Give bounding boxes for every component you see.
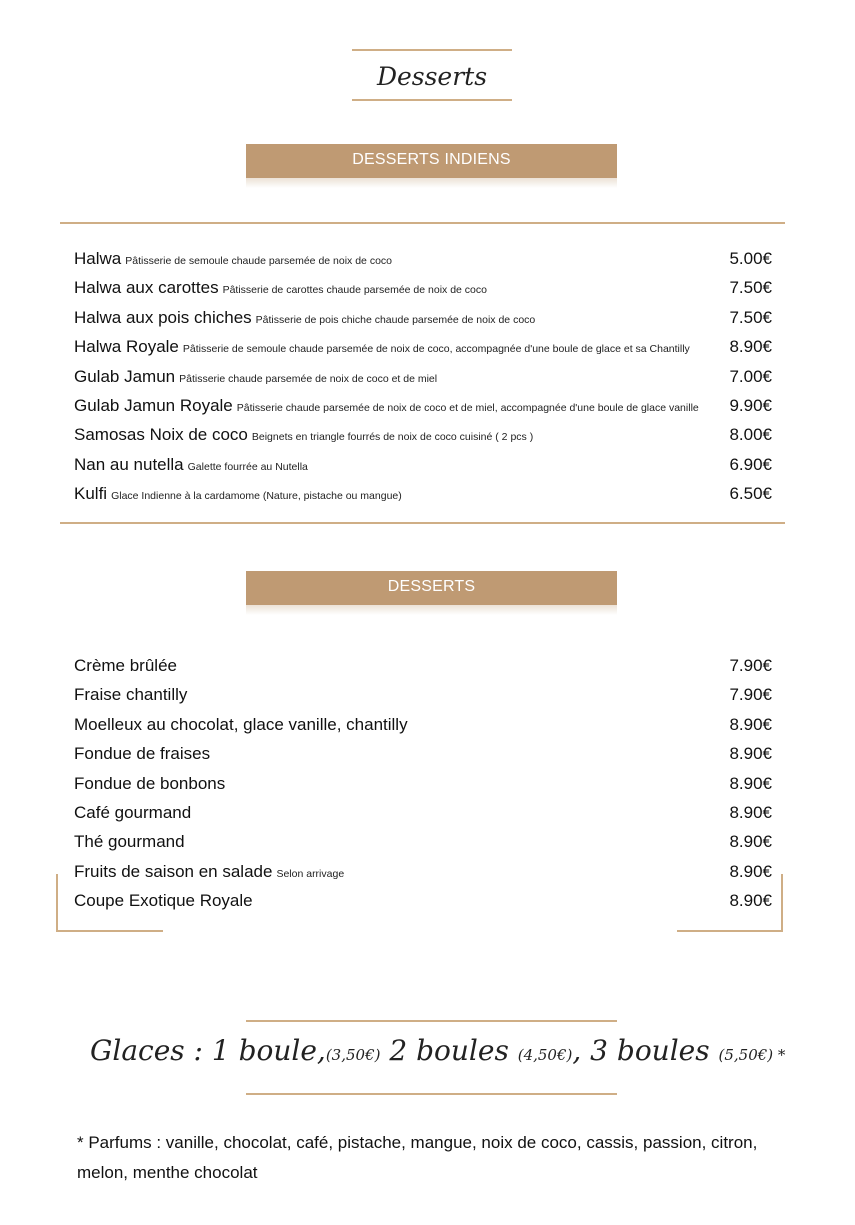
- menu-item-description: Pâtisserie de semoule chaude parsemée de noix de coco: [125, 255, 392, 267]
- menu-item-text: [74, 396, 699, 416]
- menu-item-text: [74, 744, 210, 764]
- menu-item-text: [74, 278, 487, 298]
- menu-item-name: Samosas Noix de coco: [74, 425, 248, 445]
- menu-item-text: [74, 656, 177, 676]
- glaces-price-2: (4,50€): [517, 1046, 573, 1064]
- menu-item: [74, 715, 772, 743]
- menu-item: [74, 484, 772, 512]
- glaces-label: Glaces : 1 boule,: [90, 1034, 326, 1067]
- menu-item-price: 7.50€: [729, 307, 772, 327]
- menu-item-price: 7.90€: [729, 656, 772, 675]
- section-indiens-bottom-rule: [60, 522, 785, 524]
- menu-item-text: [74, 425, 533, 445]
- title-top-rule: [352, 49, 512, 51]
- menu-item-name: Halwa Royale: [74, 337, 179, 357]
- menu-item-description: Glace Indienne à la cardamome (Nature, pistache ou mangue): [111, 490, 402, 503]
- bracket-right-vertical: [781, 874, 783, 932]
- menu-item-text: [74, 832, 185, 852]
- menu-item: [74, 656, 772, 684]
- menu-item-description: Pâtisserie chaude parsemée de noix de coco et de miel: [179, 372, 438, 385]
- menu-item-text: [74, 685, 187, 705]
- menu-item-price: 8.90€: [729, 337, 772, 357]
- menu-item: [74, 367, 772, 395]
- menu-item-description: Beignets en triangle fourrés de noix de coco cuisiné ( 2 pcs ): [251, 431, 534, 444]
- menu-item-name: Halwa aux pois chiches: [74, 307, 252, 327]
- menu-item-description: Pâtisserie chaude parsemée de noix de coco et de miel, accompagnée d'une boule de glace vanille: [236, 402, 699, 414]
- menu-item-text: [74, 308, 535, 328]
- menu-item-name: Crème brûlée: [74, 656, 177, 675]
- menu-item: [74, 744, 772, 772]
- glaces-price-1: (3,50€): [325, 1046, 381, 1064]
- menu-item-text: [74, 891, 253, 911]
- menu-item-name: Halwa: [74, 249, 122, 268]
- menu-item-name: Kulfi: [74, 484, 108, 504]
- menu-item-name: Halwa aux carottes: [74, 278, 219, 298]
- menu-item: [74, 685, 772, 713]
- menu-item-name: Café gourmand: [74, 803, 192, 822]
- menu-item-price: 7.90€: [729, 685, 772, 705]
- menu-item-name: Gulab Jamun: [74, 366, 176, 386]
- title-bottom-rule: [352, 99, 512, 101]
- menu-item-name: Coupe Exotique Royale: [74, 891, 253, 911]
- menu-item: [74, 891, 772, 919]
- menu-item: [74, 308, 772, 336]
- page-title: Desserts: [376, 62, 488, 91]
- menu-item: [74, 774, 772, 802]
- section-indiens-heading: DESSERTS INDIENS: [246, 144, 617, 178]
- menu-item-price: 8.90€: [729, 891, 772, 911]
- glaces-star: *: [773, 1046, 786, 1064]
- menu-item-text: [74, 803, 191, 823]
- menu-item-text: [74, 484, 402, 504]
- menu-item-name: Fruits de saison en salade: [74, 861, 273, 881]
- menu-item: [74, 337, 772, 365]
- menu-item-price: 6.50€: [729, 484, 772, 504]
- bracket-left-vertical: [56, 874, 58, 932]
- menu-item-name: Gulab Jamun Royale: [74, 396, 233, 415]
- parfums-note: * Parfums : vanille, chocolat, café, pistache, mangue, noix de coco, cassis, passion, citron, melon, menthe chocolat: [77, 1133, 758, 1182]
- menu-item-description: Selon arrivage: [276, 867, 345, 880]
- menu-item-name: Thé gourmand: [74, 832, 185, 852]
- glaces-price-3: (5,50€): [718, 1046, 774, 1064]
- banner-fade: [246, 178, 617, 188]
- section-indiens-top-rule: [60, 222, 785, 224]
- menu-item-name: Moelleux au chocolat, glace vanille, chantilly: [74, 714, 408, 734]
- menu-item: [74, 455, 772, 483]
- glaces-top-rule: [246, 1020, 617, 1022]
- bracket-right-horizontal: [677, 930, 783, 932]
- menu-item-price: 8.90€: [729, 803, 772, 822]
- menu-item-name: Nan au nutella: [74, 454, 184, 474]
- menu-item-name: Fraise chantilly: [74, 685, 188, 705]
- menu-item-price: 8.90€: [729, 773, 772, 793]
- menu-item-description: Pâtisserie de carottes chaude parsemée de noix de coco: [222, 284, 487, 297]
- menu-item-text: [74, 337, 690, 357]
- menu-item: [74, 862, 772, 890]
- menu-item: [74, 396, 772, 424]
- menu-item-price: 8.90€: [729, 714, 772, 734]
- menu-item-description: Pâtisserie de pois chiche chaude parsemée de noix de coco: [255, 313, 536, 326]
- menu-item-text: [74, 862, 344, 882]
- glaces-label-3: , 3 boules: [572, 1034, 719, 1067]
- menu-item-name: Fondue de fraises: [74, 744, 211, 764]
- menu-item: [74, 425, 772, 453]
- menu-item-price: 8.90€: [729, 744, 772, 764]
- menu-item-text: [74, 774, 225, 794]
- menu-item-description: Pâtisserie de semoule chaude parsemée de noix de coco, accompagnée d'une boule de glace et sa Chantilly: [182, 343, 690, 356]
- menu-item-price: 7.00€: [729, 366, 772, 386]
- menu-item-name: Fondue de bonbons: [74, 773, 226, 793]
- menu-item-price: 7.50€: [729, 278, 772, 298]
- menu-item-text: [74, 249, 392, 269]
- menu-item: [74, 832, 772, 860]
- menu-item-price: 5.00€: [729, 249, 772, 268]
- menu-item-description: Galette fourrée au Nutella: [187, 460, 308, 473]
- menu-item: [74, 249, 772, 277]
- menu-item-price: 8.90€: [729, 832, 772, 852]
- menu-item-price: 9.90€: [729, 396, 772, 415]
- menu-item-price: 6.90€: [729, 454, 772, 474]
- menu-item-text: [74, 715, 408, 735]
- menu-item-text: [74, 367, 437, 387]
- bracket-left-horizontal: [56, 930, 163, 932]
- menu-item-text: [74, 455, 308, 475]
- section-desserts-heading: DESSERTS: [246, 571, 617, 605]
- menu-item: [74, 803, 772, 831]
- menu-item-price: 8.00€: [729, 425, 772, 445]
- glaces-label-2: 2 boules: [380, 1034, 518, 1067]
- menu-item: [74, 278, 772, 306]
- menu-item-price: 8.90€: [729, 861, 772, 881]
- glaces-line: [90, 1034, 786, 1067]
- glaces-bottom-rule: [246, 1093, 617, 1095]
- banner-fade: [246, 605, 617, 615]
